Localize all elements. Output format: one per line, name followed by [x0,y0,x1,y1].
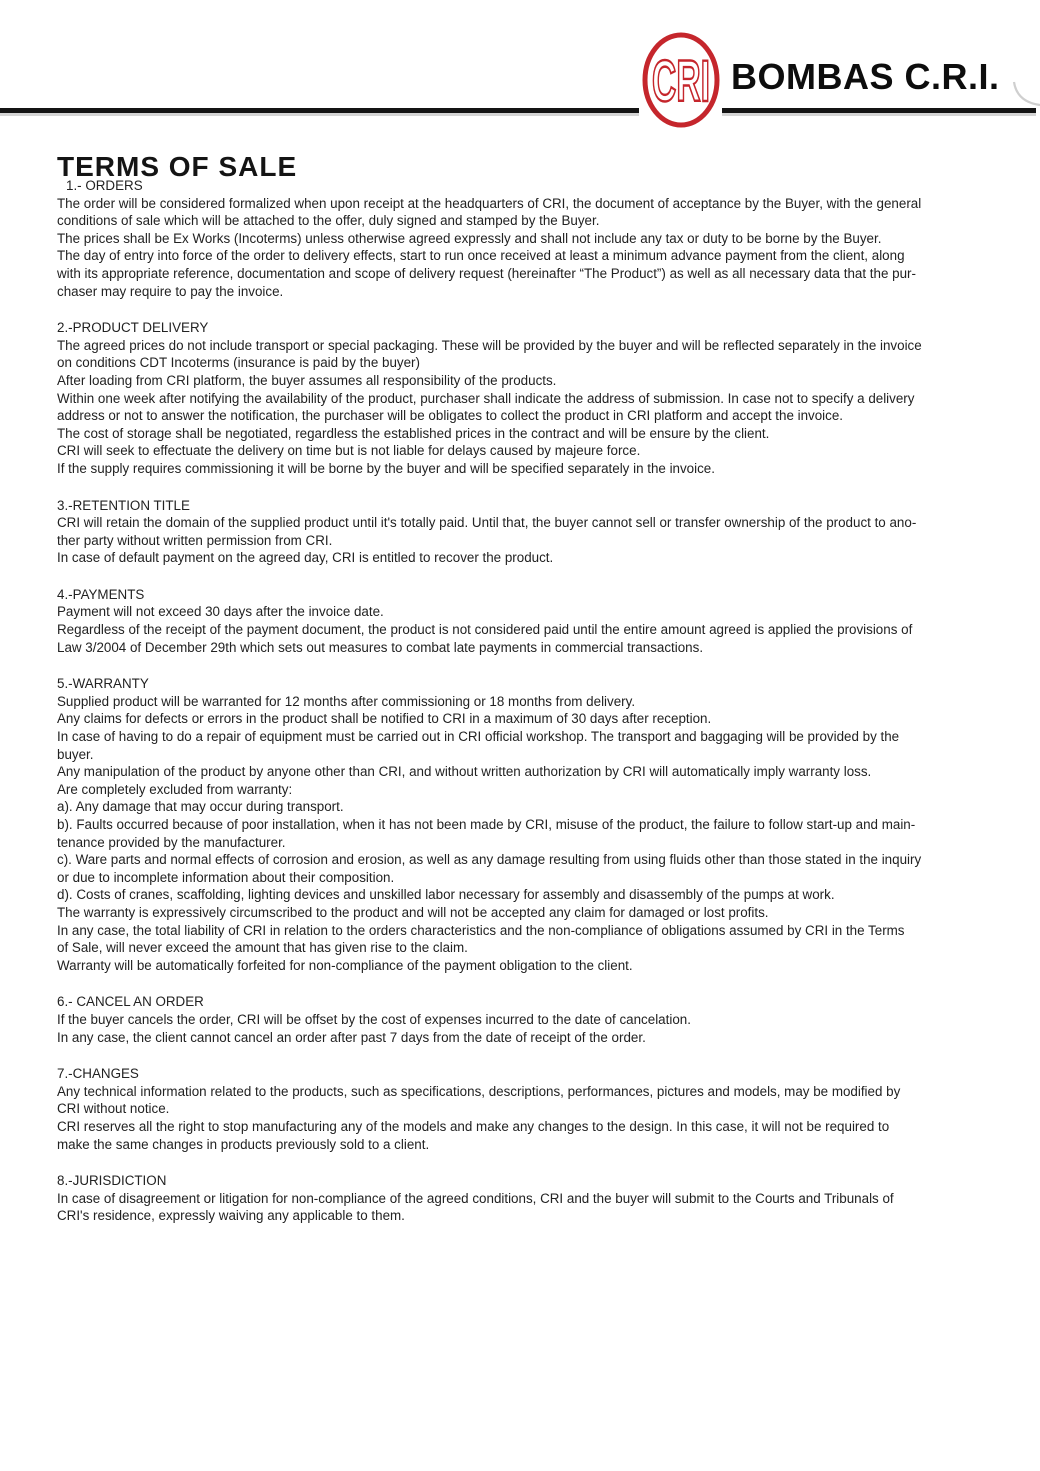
terms-section-2 [57,319,997,477]
page-title: TERMS OF SALE [57,150,298,182]
section-line: make the same changes in products previously sold to a client. [57,1136,430,1152]
section-heading: 6.- CANCEL AN ORDER [57,994,204,1010]
section-line: After loading from CRI platform, the buyer assumes all responsibility of the products. [57,372,557,388]
scan-artifact-curve [1008,78,1040,108]
terms-content [57,177,997,1244]
section-line: tenance provided by the manufacturer. [57,834,286,850]
cri-logo-icon [638,30,724,130]
section-line: CRI will retain the domain of the supplied product until it's totally paid. Until that, the buyer cannot sell or transfer ownership of the product to ano- [57,515,917,531]
section-line: In any case, the client cannot cancel an order after past 7 days from the date of receipt of the order. [57,1029,646,1045]
section-line: on conditions CDT Incoterms (insurance is paid by the buyer) [57,355,420,371]
section-line: Law 3/2004 of December 29th which sets out measures to combat late payments in commercial transactions. [57,639,704,655]
section-line: The prices shall be Ex Works (Incoterms) unless otherwise agreed expressly and shall not include any tax or duty to be borne by the Buyer. [57,230,882,246]
section-line: b). Faults occurred because of poor installation, when it has not been made by CRI, misuse of the product, the failure to follow start-up and main- [57,817,916,832]
section-line: Supplied product will be warranted for 12 months after commissioning or 18 months from delivery. [57,693,636,709]
section-line: Within one week after notifying the availability of the product, purchaser shall indicate the address of submission. In case not to specify a delivery [57,390,915,406]
section-line: In any case, the total liability of CRI in relation to the orders characteristics and the non-compliance of obligations assumed by CRI in the Terms [57,922,905,938]
terms-section-8 [57,1172,997,1225]
section-line: The agreed prices do not include transport or special packaging. These will be provided by the buyer and will be reflected separately in the invoice [57,337,922,353]
section-heading: 4.-PAYMENTS [57,586,145,602]
terms-section-6 [57,993,997,1046]
section-line: In case of disagreement or litigation for non-compliance of the agreed conditions, CRI and the buyer will submit to the Courts and Tribunals of [57,1190,894,1206]
section-line: CRI's residence, expressly waiving any applicable to them. [57,1208,405,1224]
section-line: The order will be considered formalized when upon receipt at the headquarters of CRI, the document of acceptance by the Buyer, with the general [57,195,922,211]
logo-text: CRI [652,49,710,115]
header-rule-left [0,108,639,113]
terms-section-7 [57,1065,997,1153]
section-line: Are completely excluded from warranty: [57,781,293,797]
section-line: conditions of sale which will be attached to the offer, duly signed and stamped by the Buyer. [57,213,600,229]
section-line: of Sale, will never exceed the amount that has given rise to the claim. [57,940,468,956]
section-line: or due to incomplete information about their composition. [57,869,395,885]
section-line: CRI reserves all the right to stop manufacturing any of the models and make any changes to the design. In this case, it will not be required to [57,1118,890,1134]
brand-wordmark: BOMBAS C.R.I. [731,56,1000,97]
section-line: Payment will not exceed 30 days after the invoice date. [57,604,384,620]
section-heading: 3.-RETENTION TITLE [57,497,190,513]
section-line: Warranty will be automatically forfeited for non-compliance of the payment obligation to the client. [57,957,633,973]
section-heading: 2.-PRODUCT DELIVERY [57,320,209,336]
section-line: CRI without notice. [57,1101,170,1117]
header-rule-right [722,108,1036,113]
section-line: d). Costs of cranes, scaffolding, lighting devices and unskilled labor necessary for assembly and disassembly of the pumps at work. [57,887,835,903]
section-line: with its appropriate reference, documentation and scope of delivery request (hereinafter “The Product”) as well as all necessary data that the pur- [57,265,916,281]
section-line: If the buyer cancels the order, CRI will be offset by the cost of expenses incurred to the date of cancelation. [57,1011,691,1027]
section-line: address or not to answer the notification, the purchaser will be obligates to collect the product in CRI platform and accept the invoice. [57,408,844,424]
terms-section-4 [57,586,997,656]
section-line: Any manipulation of the product by anyone other than CRI, and without written authorization by CRI will automatically imply warranty loss. [57,764,872,780]
section-line: CRI will seek to effectuate the delivery on time but is not liable for delays caused by majeure force. [57,443,641,459]
section-line: Any claims for defects or errors in the product shall be notified to CRI in a maximum of 30 days after reception. [57,711,712,727]
section-line: a). Any damage that may occur during transport. [57,799,344,815]
terms-section-3 [57,497,997,567]
section-line: In case of having to do a repair of equipment must be carried out in CRI official workshop. The transport and baggaging will be provided by the [57,729,900,745]
section-heading: 7.-CHANGES [57,1066,139,1082]
section-line: The day of entry into force of the order to delivery effects, start to run once received at least a minimum advance payment from the client, along [57,248,905,264]
section-line: Any technical information related to the products, such as specifications, descriptions, performances, pictures and models, may be modified by [57,1083,901,1099]
terms-section-5 [57,675,997,974]
section-line: The warranty is expressively circumscribed to the product and will not be accepted any claim for damaged or lost profits. [57,904,769,920]
section-line: If the supply requires commissioning it will be borne by the buyer and will be specified separately in the invoice. [57,460,715,476]
terms-section-1 [57,177,997,300]
section-line: c). Ware parts and normal effects of corrosion and erosion, as well as any damage resulting from using fluids other than those stated in the inquiry [57,852,922,868]
section-line: The cost of storage shall be negotiated, regardless the established prices in the contract and will be ensure by the client. [57,425,770,441]
section-line: Regardless of the receipt of the payment document, the product is not considered paid until the entire amount agreed is applied the provisions of [57,622,913,638]
section-line: ther party without written permission from CRI. [57,532,333,548]
section-heading: 1.- ORDERS [66,178,143,193]
section-heading: 5.-WARRANTY [57,676,149,692]
section-heading: 8.-JURISDICTION [57,1173,167,1189]
section-line: buyer. [57,746,94,762]
section-line: chaser may require to pay the invoice. [57,283,284,299]
section-line: In case of default payment on the agreed day, CRI is entitled to recover the product. [57,550,554,566]
